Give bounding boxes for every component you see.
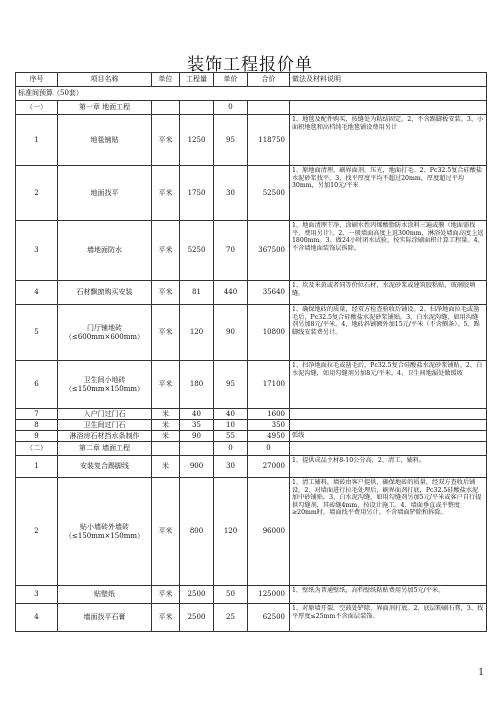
item-no: 3 xyxy=(16,586,58,604)
section-row xyxy=(16,87,487,101)
header-name: 项目名称 xyxy=(58,73,152,87)
item-unit: 平米 xyxy=(152,586,180,604)
item-price: 25 xyxy=(214,604,248,632)
item-no: 6 xyxy=(16,361,58,409)
item-unit: 平米 xyxy=(152,221,180,281)
item-unit: 米 xyxy=(152,456,180,478)
item-no: 7 xyxy=(16,409,58,420)
item-name: 贴小墙砖外墙砖 （≤150mm×150mm） xyxy=(58,478,152,586)
item-desc: 1、提供成品主材8-10公分高，2、清工，辅料。 xyxy=(290,456,487,478)
table-row xyxy=(16,420,487,431)
item-price: 440 xyxy=(214,281,248,305)
item-desc xyxy=(290,409,487,420)
item-unit: 平米 xyxy=(152,166,180,221)
item-total: 10800 xyxy=(248,305,290,361)
header-price: 单价 xyxy=(214,73,248,87)
item-total: 35640 xyxy=(248,281,290,305)
item-total: 17100 xyxy=(248,361,290,409)
header-no: 序号 xyxy=(16,73,58,87)
item-total: 1600 xyxy=(248,409,290,420)
item-no: 1 xyxy=(16,115,58,166)
chapter-total: 0 xyxy=(248,442,290,456)
item-desc: 1、壁纸为普通壁纸，高档壁纸粘贴费用另加5元/平米。 xyxy=(290,586,487,604)
item-name: 安装复合踢脚线 xyxy=(58,456,152,478)
item-price: 30 xyxy=(214,166,248,221)
item-total: 125000 xyxy=(248,586,290,604)
item-desc: 弧线 xyxy=(290,431,487,442)
item-total: 52500 xyxy=(248,166,290,221)
item-price: 55 xyxy=(214,431,248,442)
item-unit: 平米 xyxy=(152,305,180,361)
item-total: 4950 xyxy=(248,431,290,442)
quote-table xyxy=(15,72,487,632)
page-title: 装饰工程报价单 xyxy=(187,55,313,75)
item-price: 10 xyxy=(214,420,248,431)
chapter-price: 0 xyxy=(214,101,248,115)
table-row xyxy=(16,115,487,166)
item-no: 9 xyxy=(16,431,58,442)
item-name: 卫生间小地砖 （≤150mm×150mm） xyxy=(58,361,152,409)
item-unit: 米 xyxy=(152,409,180,420)
item-price: 40 xyxy=(214,409,248,420)
item-unit: 米 xyxy=(152,420,180,431)
table-row xyxy=(16,586,487,604)
item-price: 95 xyxy=(214,115,248,166)
item-qty: 35 xyxy=(180,420,214,431)
table-row xyxy=(16,166,487,221)
item-qty: 120 xyxy=(180,305,214,361)
item-qty: 900 xyxy=(180,456,214,478)
table-row xyxy=(16,604,487,632)
item-no: 4 xyxy=(16,604,58,632)
chapter-no: （二） xyxy=(16,442,58,456)
table-row xyxy=(16,221,487,281)
item-desc: 1、坎及米黄或者同等价位石材，水泥砂浆或建筑胶粘贴，玻璃胶填缝。 xyxy=(290,281,487,305)
table-row xyxy=(16,456,487,478)
item-unit: 平米 xyxy=(152,115,180,166)
empty-cell xyxy=(152,442,180,456)
chapter-name: 第一章 地面工程 xyxy=(58,101,152,115)
item-unit: 平米 xyxy=(152,281,180,305)
item-no: 1 xyxy=(16,456,58,478)
item-price: 120 xyxy=(214,478,248,586)
item-unit: 平米 xyxy=(152,478,180,586)
item-name: 卫生间过门石 xyxy=(58,420,152,431)
table-row xyxy=(16,409,487,420)
header-qty: 工程量 xyxy=(180,73,214,87)
item-desc: 1、扫净地面拉毛或凿毛后，Pc32.5复合硅酸盐水泥砂浆铺贴。2、白水泥沟缝，如用勾缝剂另加8元/平米。4、卫生间地漏处做缓坡 xyxy=(290,361,487,409)
item-no: 8 xyxy=(16,420,58,431)
item-no: 4 xyxy=(16,281,58,305)
chapter-no: （一） xyxy=(16,101,58,115)
table-row xyxy=(16,305,487,361)
item-desc: 1、原地面清理，刷界面剂，压光，地面打毛。2、Pc32.5复合硅酸盐水泥砂浆找平。3、找平厚度平均不超过20mm，厚度超过平均30mm，另加10元/平米 xyxy=(290,166,487,221)
item-no: 5 xyxy=(16,305,58,361)
item-name: 门厅铺地砖 （≤600mm×600mm） xyxy=(58,305,152,361)
item-qty: 40 xyxy=(180,409,214,420)
item-desc: 1、确保地砖的质量，经双方检查验收后铺设。2、扫净地面拉毛或凿毛后，Pc32.5复合硅酸盐水泥砂浆铺贴。3、白水泥沟缝，如用沟缝剂另加8元/平米。4、地砖斜铺额外加15元/平米（不含侧条）。5、踢脚线安装费另计。 xyxy=(290,305,487,361)
item-no: 3 xyxy=(16,221,58,281)
page-number: 1 xyxy=(478,668,484,678)
header-total: 合价 xyxy=(248,73,290,87)
item-name: 石材飘窗购买安装 xyxy=(58,281,152,305)
table-row xyxy=(16,431,487,442)
item-name: 地毯铺贴 xyxy=(58,115,152,166)
chapter-row xyxy=(16,101,487,115)
empty-cell xyxy=(290,442,487,456)
item-price: 95 xyxy=(214,361,248,409)
item-name: 淋浴房石材挡水条制作 xyxy=(58,431,152,442)
item-name: 贴壁纸 xyxy=(58,586,152,604)
item-qty: 1750 xyxy=(180,166,214,221)
item-total: 96000 xyxy=(248,478,290,586)
item-desc xyxy=(290,420,487,431)
section-label: 标准间预算（50套） xyxy=(16,87,487,101)
item-unit: 平米 xyxy=(152,361,180,409)
item-qty: 180 xyxy=(180,361,214,409)
chapter-price: 0 xyxy=(214,442,248,456)
item-desc: 1、对原墙开裂，空鼓处铲除，界面剂打底。2、底层粉刷石膏，3、找平厚度≤25mm不含面层装饰。 xyxy=(290,604,487,632)
item-total: 367500 xyxy=(248,221,290,281)
table-row xyxy=(16,361,487,409)
item-total: 350 xyxy=(248,420,290,431)
item-unit: 米 xyxy=(152,431,180,442)
chapter-name: 第二章 墙面工程 xyxy=(58,442,152,456)
item-price: 30 xyxy=(214,456,248,478)
table-row xyxy=(16,281,487,305)
item-qty: 2500 xyxy=(180,604,214,632)
table-row xyxy=(16,478,487,586)
item-qty: 2500 xyxy=(180,586,214,604)
item-desc: 1、地毯及配件购买，按缝处为粘结固定。2、不含踢脚板安装。3、小面积地毯和高档纯毛地毯铺设费用另计 xyxy=(290,115,487,166)
item-qty: 800 xyxy=(180,478,214,586)
item-qty: 90 xyxy=(180,431,214,442)
header-row xyxy=(16,73,487,87)
item-price: 50 xyxy=(214,586,248,604)
header-unit: 单位 xyxy=(152,73,180,87)
item-desc: 1、清工辅料，墙砖由客户提供，确保地砖的质量，经双方查收后铺设。2、对墙面进行拉毛处理后，刷界面剂打底，Pc32.5硅酸盐水泥加中砂铺贴。3、白水泥沟缝，如用勾缝剂另加5元/平米或客户自行提供勾缝剂，其砖缝4mm，按设计施工。4、墙面垂直或平整度≥20mm时，墙面找平费用另计。不含墙面铲除和拆除。 xyxy=(290,478,487,586)
item-unit: 平米 xyxy=(152,604,180,632)
item-name: 地面找平 xyxy=(58,166,152,221)
header-desc: 做法及材料说明 xyxy=(290,73,487,87)
item-name: 墙地面防水 xyxy=(58,221,152,281)
item-name: 墙面找平石膏 xyxy=(58,604,152,632)
item-qty: 81 xyxy=(180,281,214,305)
item-desc: 1、地面清理干净，涂刷水性丙烯酸脂防水涂料三遍或膜（地面需找平，费用另计）。2、一般墙面高度上返300mm，淋浴处墙面高度上返1800mm。3、做24小时闭水试验，按实际涂刷面积计算工程量。4、不含墙地面装饰层拆除。 xyxy=(290,221,487,281)
item-price: 90 xyxy=(214,305,248,361)
item-total: 118750 xyxy=(248,115,290,166)
item-qty: 5250 xyxy=(180,221,214,281)
item-no: 2 xyxy=(16,478,58,586)
item-total: 62500 xyxy=(248,604,290,632)
item-total: 27000 xyxy=(248,456,290,478)
chapter-row xyxy=(16,442,487,456)
item-name: 入户门过门石 xyxy=(58,409,152,420)
item-qty: 1250 xyxy=(180,115,214,166)
item-no: 2 xyxy=(16,166,58,221)
item-price: 70 xyxy=(214,221,248,281)
empty-cell xyxy=(180,442,214,456)
